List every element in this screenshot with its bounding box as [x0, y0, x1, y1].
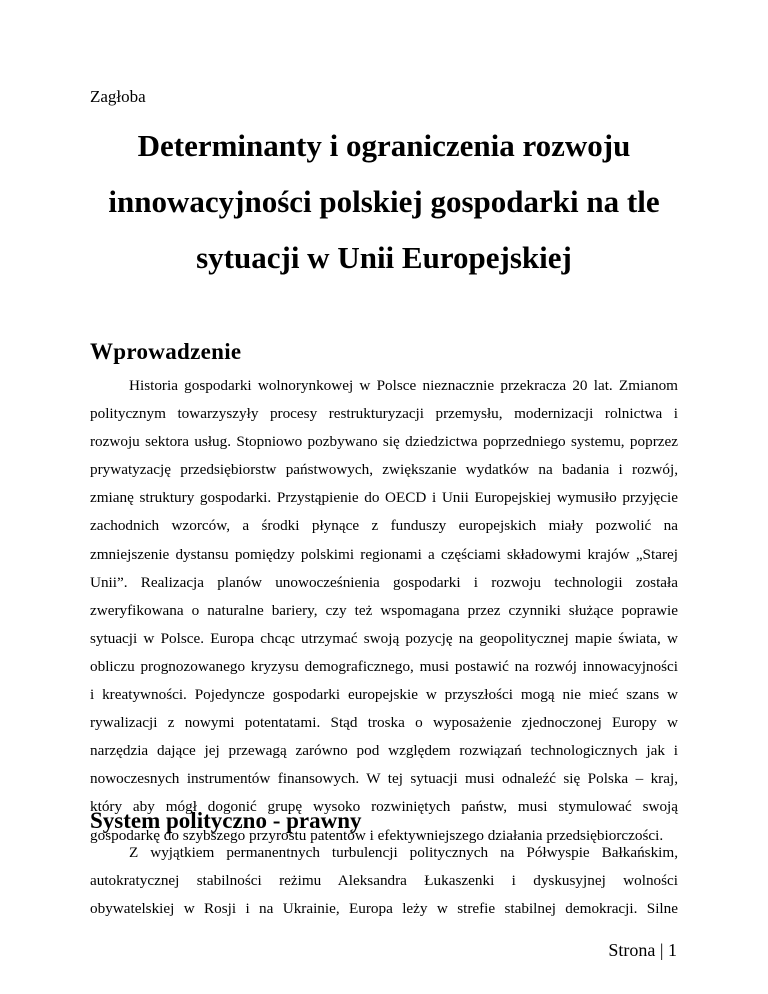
paragraph-line: prywatyzację przedsiębiorstw państwowych, zwiększanie wydatków na badania i rozwój,	[90, 461, 678, 479]
title-line: sytuacji w Unii Europejskiej	[196, 240, 572, 275]
paragraph-line: zweryfikowana o naturalne bariery, czy też wspomagana przez czynniki służące poprawie	[90, 601, 678, 619]
paragraph-line: rywalizacji z nowymi potentatami. Stąd troska o wyposażenie zjednoczonej Europy w	[90, 714, 678, 732]
paragraph-line: zmniejszenie dystansu pomiędzy polskimi regionami a częściami składowymi krajów „Starej	[90, 545, 678, 563]
paragraph-line: rozwoju sektora usług. Stopniowo pozbywano się dziedzictwa poprzedniego systemu, poprzez	[90, 433, 678, 451]
section-heading-political-legal-system: System polityczno - prawny	[90, 808, 362, 833]
page-number-footer: Strona | 1	[608, 940, 677, 960]
title-line: innowacyjności polskiej gospodarki na tle	[108, 184, 660, 219]
paragraph-line: politycznym towarzyszyły procesy restrukturyzacji przemysłu, modernizacji rolnictwa i	[90, 405, 678, 423]
paragraph-line: i kreatywności. Pojedyncze gospodarki europejskie w przyszłości mogą nie mieć szans w	[90, 686, 678, 704]
paragraph-line: Z wyjątkiem permanentnych turbulencji politycznych na Półwyspie Bałkańskim,	[129, 844, 678, 861]
document-title	[80, 118, 688, 286]
paragraph-line: obliczu prognozowanego kryzysu demograficznego, musi postawić na rozwój innowacyjności	[90, 657, 678, 675]
paragraph-line: nowoczesnych instrumentów finansowych. W tej sytuacji musi odnaleźć się Polska – kraj,	[90, 770, 678, 788]
paragraph-line: Unii”. Realizacja planów unowocześnienia gospodarki i rozwoju technologii została	[90, 573, 678, 591]
author-name: Zagłoba	[90, 87, 146, 106]
paragraph-line: obywatelskiej w Rosji i na Ukrainie, Europa leży w strefie stabilnej demokracji. Silne	[90, 900, 678, 918]
paragraph-line: gospodarkę do szybszego przyrostu patentów i efektywniejszego działania przedsiębiorczości.	[90, 826, 664, 844]
political-system-paragraph	[90, 839, 678, 923]
section-heading-introduction: Wprowadzenie	[90, 339, 242, 364]
paragraph-line: Historia gospodarki wolnorynkowej w Polsce nieznacznie przekracza 20 lat. Zmianom	[129, 377, 678, 394]
paragraph-line: który aby mógł dogonić grupę wysoko rozwiniętych państw, musi stymulować swoją	[90, 798, 678, 816]
paragraph-line: narzędzia dające jej przewagą zarówno pod względem rozwiązań technologicznych jak i	[90, 742, 678, 760]
title-line: Determinanty i ograniczenia rozwoju	[137, 128, 631, 163]
paragraph-line: zachodnich wzorców, a środki płynące z funduszy europejskich miały pozwolić na	[90, 517, 678, 535]
paragraph-line: sytuacji w Polsce. Europa chcąc utrzymać swoją pozycję na geopolitycznej mapie świata, w	[90, 629, 678, 647]
paragraph-line: zmianę struktury gospodarki. Przystąpienie do OECD i Unii Europejskiej wymusiło przyjęcie	[90, 489, 678, 507]
introduction-paragraph	[90, 372, 678, 850]
paragraph-line: autokratycznej stabilności reżimu Aleksandra Łukaszenki i dyskusyjnej wolności	[90, 872, 678, 890]
